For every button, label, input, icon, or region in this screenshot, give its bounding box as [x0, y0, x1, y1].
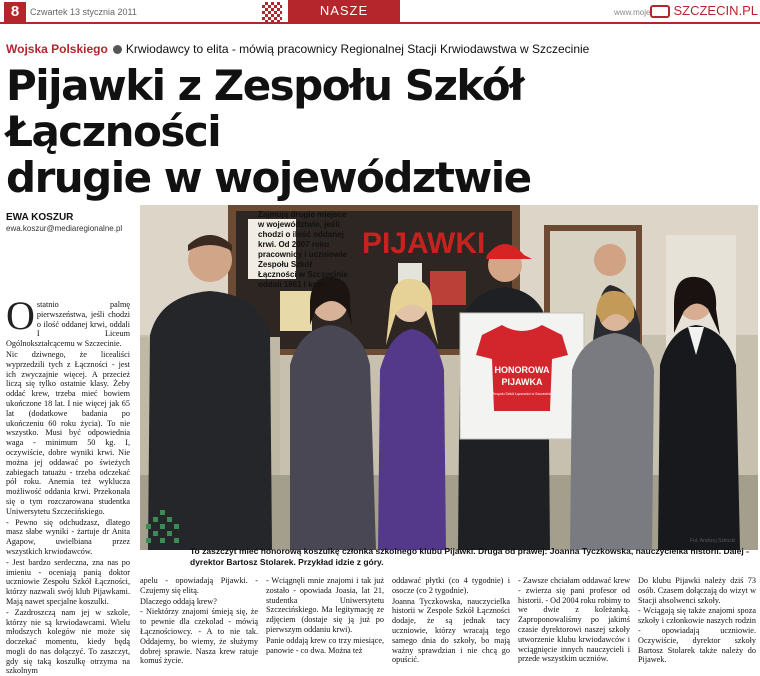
lead-paragraph: Zajmują drugie miejsce w województwie, jeśli chodzi o ilość oddanej krwi. Od 2007 roku pracownicy i uczniowie Zespołu Szkół Łączności w Szczecinie oddali 1861 l krwi. — [258, 210, 348, 289]
headline-line-2: drugie w województwie — [6, 153, 531, 202]
photo-credit: Fot. Andrzej Szkocki — [690, 538, 736, 544]
body-column-4 — [392, 576, 510, 665]
kicker-text: Krwiodawcy to elita - mówią pracownicy Regionalnej Stacji Krwiodawstwa w Szczecinie — [125, 42, 590, 56]
issue-date: Czwartek 13 stycznia 2011 — [30, 7, 137, 17]
body-column-1 — [6, 293, 130, 676]
photo-illustration — [140, 205, 758, 550]
paragraph: Dlaczego oddają krew? — [140, 596, 217, 606]
headline-line-1: Pijawki z Zespołu Szkół Łączności — [6, 61, 524, 156]
body-column-6 — [638, 576, 756, 665]
drop-cap: O — [6, 293, 35, 338]
paragraph: apelu - opowiadają Pijawki. - Czujemy się elitą. — [140, 576, 258, 595]
paragraph: - Wciągają się także znajomi spoza szkoły i członkowie naszych rodzin - opowiadają uczniowie. Oczywiście, dyrektor szkoły Bartosz Stolarek także należy do Pijawek. — [638, 606, 756, 665]
shirt-line-1: HONOROWA — [494, 365, 550, 375]
paragraph: Panie oddają krew co trzy miesiące, panowie - co dwa. Można też — [266, 635, 384, 655]
banner-text: PIJAWKI — [362, 227, 486, 260]
kicker — [6, 42, 589, 56]
paragraph: - Zazdroszczą nam jej w szkole, którzy nie są krwiodawcami. Wielu młodszych kolegów nie może się doczekać momentu, kiedy będą mogli do nas dołączyć. To zaszczyt, gdy się taką koszulkę otrzyma na szkolnym — [6, 607, 130, 676]
paragraph: Do klubu Pijawki należy dziś 73 osób. Czasem dołączają do wizyt w Stacji absolwenci szkoły. — [638, 576, 756, 605]
checker-ornament-icon — [262, 2, 282, 22]
article-photo — [140, 205, 758, 550]
site-logo[interactable] — [612, 3, 758, 18]
paragraph: - Zawsze chciałam oddawać krew - zwierza się pani profesor od historii. - Od 2004 roku robimy to we dwie z koleżanką. Zaproponowaliśmy po jakimś czasie dyrektorowi naszej szkoły utworzenie klubu krwiodawców i wciągnięcie innych nauczycieli i przede wszystkim uczniów. — [518, 576, 630, 664]
paragraph: - Niektórzy znajomi śmieją się, że to pewnie dla czekolad - mówią Łącznościowcy. - A to nie tak. Oddajemy, bo wiemy, że służymy dobrej sprawie. Nasza krew ratuje komuś życie. — [140, 607, 258, 666]
shirt-line-2: PIJAWKA — [501, 377, 543, 387]
paragraph: Ostatnio palmę pierwszeństwa, jeśli chodzi o ilość oddanej krwi, oddali I Liceum Ogólnokształcącemu w Szczecinie. — [6, 293, 130, 349]
paragraph: Joanna Tyczkowska, nauczycielka historii w Zespole Szkół Łączności dodaje, że są jednak tacy uczniowie, którzy wracają tego samego dnia do szkoły, bo mają ważny sprawdzian i nie chcą go opuścić. — [392, 596, 510, 665]
headline — [6, 63, 746, 201]
caption-pattern-icon — [140, 508, 184, 552]
body-column-5 — [518, 576, 630, 664]
bullet-icon — [113, 45, 122, 54]
paragraph: Nic dziwnego, że licealiści wyprzedzili tych z Łączności - jest ich zwyczajnie więcej. A przecież liczą się tylko ostatnie klasy. Żeby oddać krew, trzeba mieć bowiem ukończone 18 lat. I nie więcej jak 65 lat (dodatkowe badania po ukończeniu 60 roku życia). To nie wszystko. Musi być odpowiednia waga - minimum 50 kg. I, oczywiście, dobre wyniki krwi. Nie można jej oddawać po świeżych zabiegach tatuażu - trzeba odczekać pół roku. Anemia też wyklucza możliwość oddania krwi. Przekonała się o tym rozczarowana studentka Uniwersytetu Szczecińskiego. — [6, 349, 130, 516]
site-prefix: www.moje — [614, 8, 651, 17]
photo-caption: To zaszczyt mieć honorową koszulkę członka szkolnego klubu Pijawki. Druga od prawej: Joanna Tyczkowska, nauczycielka historii. Dalej - dyrektor Bartosz Stolarek. Przykład idzie z góry. — [190, 546, 749, 567]
shirt-line-3: Zespołu Szkół Łączności w Szczecinie — [492, 392, 552, 396]
paragraph: oddawać płytki (co 4 tygodnie) i osocze (co 2 tygodnie). — [392, 576, 510, 595]
section-title: NASZE OSIEDLA — [288, 0, 400, 22]
paragraph: - Wciągnęli mnie znajomi i tak już zostało - opowiada Joasia, lat 21, studentka Uniwersytetu Szczecińskiego. Ma legitymację ze zdjęciem (dostaje się ją już po pierwszym oddaniu krwi). — [266, 576, 384, 634]
kicker-street: Wojska Polskiego — [6, 42, 108, 56]
body-column-3 — [266, 576, 384, 658]
body-column-2 — [140, 576, 258, 666]
logo-mark-icon — [650, 5, 670, 18]
page-number: 8 — [4, 2, 26, 22]
author-name: EWA KOSZUR — [6, 212, 74, 223]
paragraph: - Pewno się odchudzasz, dlatego masz słabe wyniki - żartuje dr Anita Agapow, uwielbiana przez wszystkich krwiodawców. — [6, 517, 130, 556]
author-email[interactable]: ewa.koszur@mediaregionalne.pl — [6, 224, 123, 233]
site-name: SZCZECIN.PL — [673, 3, 758, 18]
paragraph: - Jest bardzo serdeczna, zna nas po imieniu - oceniają panią doktor uczniowie Zespołu Szkół Łączności, którzy nazwali swój klub Pijawkami. Mają nawet specjalne koszulki. — [6, 557, 130, 606]
